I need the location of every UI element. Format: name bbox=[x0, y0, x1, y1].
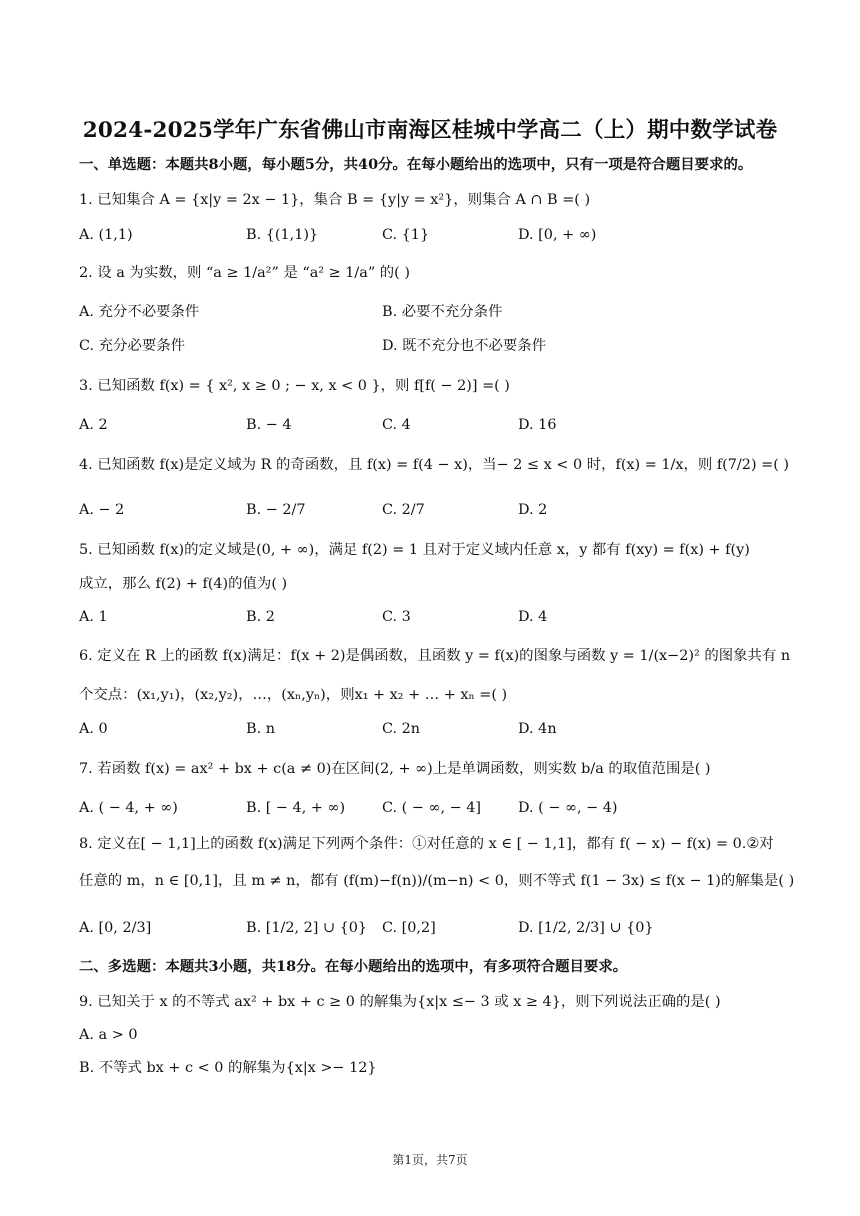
question-2-option-b: B. 必要不充分条件 bbox=[382, 304, 503, 320]
question-3-stem: 3. 已知函数 f(x) = { x², x ≥ 0 ; − x, x < 0 }，则 f[f( − 2)] =( ) bbox=[79, 378, 510, 394]
question-7-option-a: A. ( − 4, + ∞) bbox=[79, 800, 178, 816]
question-4-option-c: C. 2/7 bbox=[382, 502, 425, 518]
section-heading-multiple-choice: 二、多选题：本题共3小题，共18分。在每小题给出的选项中，有多项符合题目要求。 bbox=[79, 958, 628, 975]
question-8-option-d: D. [1/2, 2/3] ∪ {0} bbox=[518, 920, 654, 936]
question-5-option-d: D. 4 bbox=[518, 609, 548, 625]
question-9-stem: 9. 已知关于 x 的不等式 ax² + bx + c ≥ 0 的解集为{x|x ≤− 3 或 x ≥ 4}，则下列说法正确的是( ) bbox=[79, 994, 721, 1010]
question-6-option-c: C. 2n bbox=[382, 721, 421, 737]
question-1-option-a: A. (1,1) bbox=[79, 227, 133, 243]
question-6-stem-line1: 6. 定义在 R 上的函数 f(x)满足：f(x + 2)是偶函数，且函数 y = f(x)的图象与函数 y = 1/(x−2)² 的图象共有 n bbox=[79, 648, 791, 664]
question-5-option-b: B. 2 bbox=[246, 609, 275, 625]
question-9-option-b: B. 不等式 bx + c < 0 的解集为{x|x >− 12} bbox=[79, 1060, 377, 1076]
question-4-option-b: B. − 2/7 bbox=[246, 502, 306, 518]
question-3-option-b: B. − 4 bbox=[246, 417, 292, 433]
question-3-option-a: A. 2 bbox=[79, 417, 108, 433]
question-4-option-d: D. 2 bbox=[518, 502, 548, 518]
question-3-option-d: D. 16 bbox=[518, 417, 557, 433]
question-1-option-c: C. {1} bbox=[382, 227, 430, 243]
question-1-option-b: B. {(1,1)} bbox=[246, 227, 319, 243]
section-heading-single-choice: 一、单选题：本题共8小题，每小题5分，共40分。在每小题给出的选项中，只有一项是符合题目要求的。 bbox=[79, 156, 753, 173]
question-4-stem: 4. 已知函数 f(x)是定义域为 R 的奇函数，且 f(x) = f(4 − x)，当− 2 ≤ x < 0 时，f(x) = 1/x，则 f(7/2) =( ) bbox=[79, 457, 789, 473]
question-8-option-c: C. [0,2] bbox=[382, 920, 436, 936]
question-8-option-a: A. [0, 2/3] bbox=[79, 920, 152, 936]
question-6-option-d: D. 4n bbox=[518, 721, 557, 737]
question-6-option-b: B. n bbox=[246, 721, 275, 737]
question-1-stem: 1. 已知集合 A = {x|y = 2x − 1}，集合 B = {y|y = x²}，则集合 A ∩ B =( ) bbox=[79, 192, 591, 208]
question-6-stem-line2: 个交点：(x₁,y₁)，(x₂,y₂)，…，(xₙ,yₙ)，则x₁ + x₂ + … + xₙ =( ) bbox=[79, 687, 508, 703]
question-5-stem-line2: 成立，那么 f(2) + f(4)的值为( ) bbox=[79, 576, 288, 592]
question-7-option-b: B. [ − 4, + ∞) bbox=[246, 800, 346, 816]
question-4-option-a: A. − 2 bbox=[79, 502, 125, 518]
question-5-option-c: C. 3 bbox=[382, 609, 411, 625]
question-7-stem: 7. 若函数 f(x) = ax² + bx + c(a ≠ 0)在区间(2, + ∞)上是单调函数，则实数 b/a 的取值范围是( ) bbox=[79, 761, 711, 777]
question-7-option-d: D. ( − ∞, − 4) bbox=[518, 800, 618, 816]
question-3-option-c: C. 4 bbox=[382, 417, 411, 433]
question-8-option-b: B. [1/2, 2] ∪ {0} bbox=[246, 920, 368, 936]
question-6-option-a: A. 0 bbox=[79, 721, 108, 737]
page-footer: 第1页，共7页 bbox=[392, 1153, 468, 1167]
page-title: 2024-2025学年广东省佛山市南海区桂城中学高二（上）期中数学试卷 bbox=[82, 118, 778, 143]
question-9-option-a: A. a > 0 bbox=[79, 1027, 138, 1043]
question-7-option-c: C. ( − ∞, − 4] bbox=[382, 800, 482, 816]
question-8-stem-line1: 8. 定义在[ − 1,1]上的函数 f(x)满足下列两个条件：①对任意的 x ∈ [ − 1,1]，都有 f( − x) − f(x) = 0.②对 bbox=[79, 836, 774, 852]
question-5-option-a: A. 1 bbox=[79, 609, 108, 625]
question-2-option-a: A. 充分不必要条件 bbox=[79, 304, 200, 320]
question-1-option-d: D. [0, + ∞) bbox=[518, 227, 597, 243]
question-2-stem: 2. 设 a 为实数，则 “a ≥ 1/a²” 是 “a² ≥ 1/a” 的( ) bbox=[79, 265, 410, 281]
question-8-stem-line2: 任意的 m，n ∈ [0,1]，且 m ≠ n，都有 (f(m)−f(n))/(m−n) < 0，则不等式 f(1 − 3x) ≤ f(x − 1)的解集是( ) bbox=[79, 873, 795, 889]
question-5-stem-line1: 5. 已知函数 f(x)的定义域是(0, + ∞)，满足 f(2) = 1 且对于定义域内任意 x，y 都有 f(xy) = f(x) + f(y) bbox=[79, 542, 750, 558]
question-2-option-d: D. 既不充分也不必要条件 bbox=[382, 338, 547, 354]
question-2-option-c: C. 充分必要条件 bbox=[79, 338, 185, 354]
